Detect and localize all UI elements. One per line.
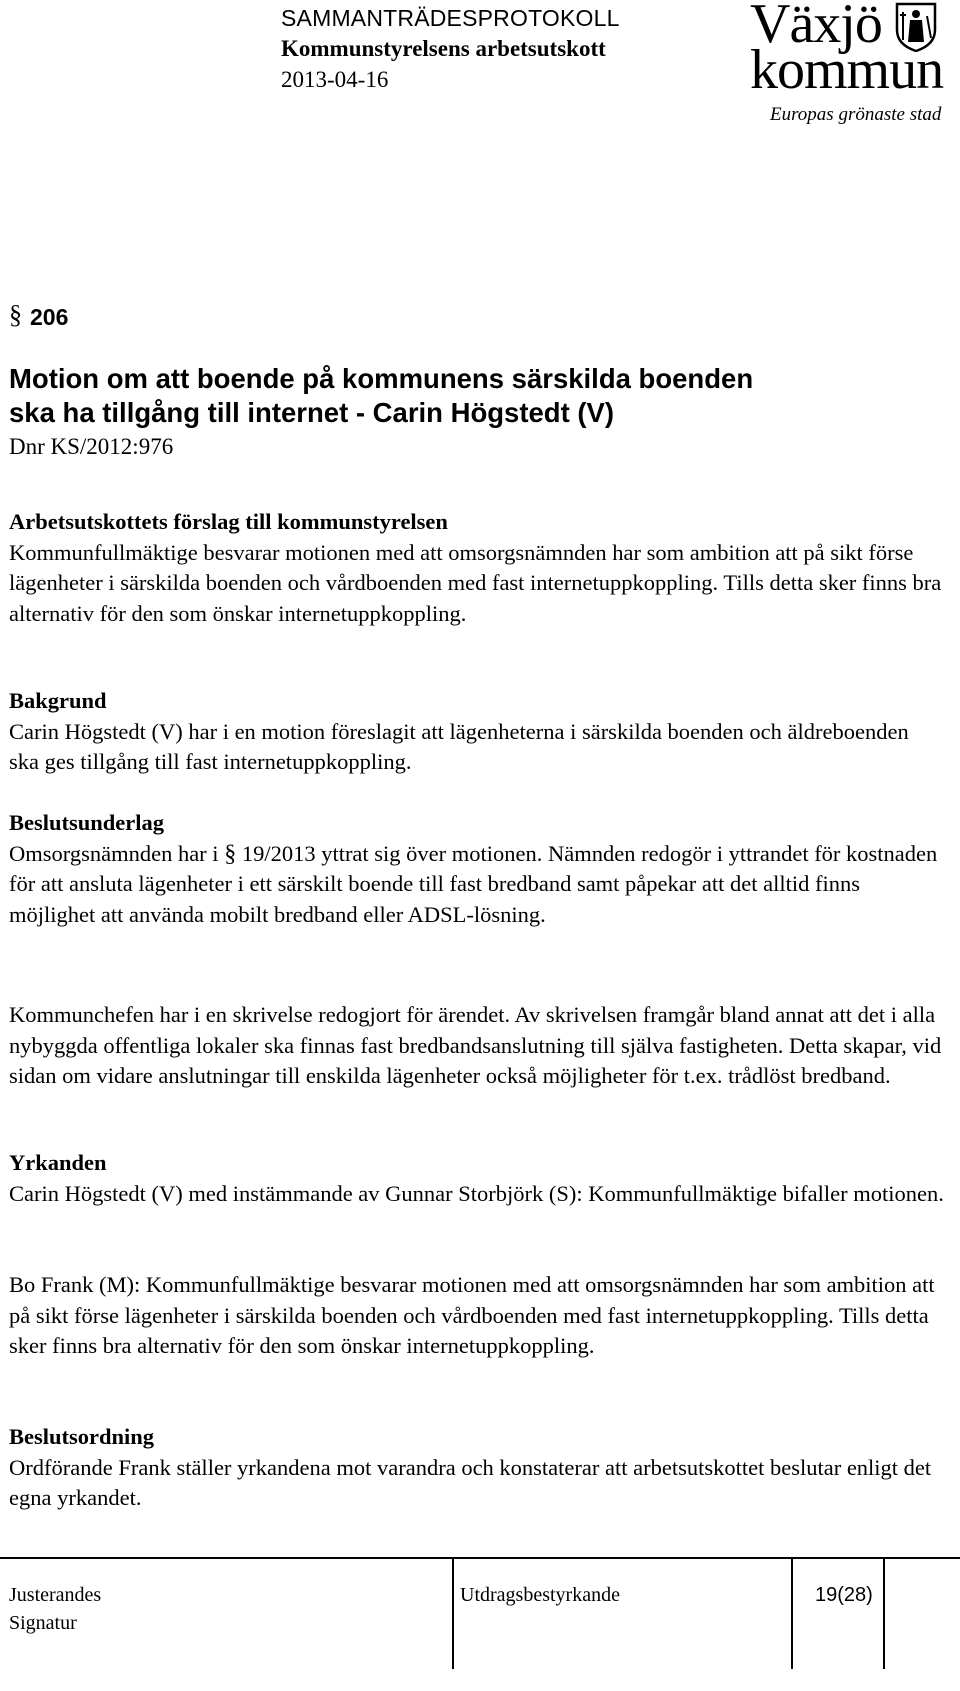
procedure-heading: Beslutsordning xyxy=(9,1424,155,1449)
proposal-heading: Arbetsutskottets förslag till kommunstyrelsen xyxy=(9,509,448,534)
document-header xyxy=(281,4,620,94)
committee-name: Kommunstyrelsens arbetsutskott xyxy=(281,36,606,61)
logo-tagline: Europas grönaste stad xyxy=(770,104,942,125)
motions-text-2: Bo Frank (M): Kommunfullmäktige besvarar motionen med att omsorgsnämnden har som ambition att på sikt förse lägenheter i särskilda boenden och vårdboenden med fast internetuppkoppling. Tills detta sker finns bra alternativ för den som önskar internetuppkoppling. xyxy=(9,1272,935,1358)
basis-paragraph-symbol: § xyxy=(224,840,237,867)
footer-divider-2 xyxy=(791,1557,793,1669)
footer-top-rule xyxy=(0,1557,960,1559)
basis-section-2 xyxy=(9,1000,944,1092)
motions-heading: Yrkanden xyxy=(9,1150,107,1175)
basis-text-end: 19/2013 yttrat sig över motionen. Nämnden redogör i yttrandet för kostnaden för att ansluta lägenheter i ett särskilt boende till fast bredband samt påpekar att det alltid finns möjlighet att använda mobilt bredband eller ADSL-lösning. xyxy=(9,840,938,927)
logo-word-vaxjo: Växjö xyxy=(750,0,882,55)
proposal-section xyxy=(9,507,944,629)
case-number: Dnr KS/2012:976 xyxy=(9,434,174,459)
matter-title xyxy=(9,362,949,430)
motions-text: Carin Högstedt (V) med instämmande av Gunnar Storbjörk (S): Kommunfullmäktige bifaller motionen. xyxy=(9,1180,944,1206)
background-heading: Bakgrund xyxy=(9,688,107,713)
signature-label: Signatur xyxy=(9,1612,77,1634)
signature-footer xyxy=(0,1557,960,1691)
adjusters-label: Justerandes xyxy=(9,1584,102,1606)
basis-text-2: Kommunchefen har i en skrivelse redogjort för ärendet. Av skrivelsen framgår bland annat att det i alla nybyggda offentliga lokaler ska finnas fast bredbandsanslutning till själva fastigheten. Detta skapar, vid sidan om vidare anslutningar till enskilda lägenheter också möjligheter för t.ex. trådlöst bredband. xyxy=(9,1002,942,1088)
background-text: Carin Högstedt (V) har i en motion föreslagit att lägenheterna i särskilda boenden och äldreboenden ska ges tillgång till fast internetuppkoppling. xyxy=(9,718,909,774)
extract-certification-label: Utdragsbestyrkande xyxy=(460,1584,620,1606)
logo-word-kommun: kommun xyxy=(750,39,944,101)
background-section xyxy=(9,686,944,778)
document-type: SAMMANTRÄDESPROTOKOLL xyxy=(281,5,620,31)
proposal-text: Kommunfullmäktige besvarar motionen med att omsorgsnämnden har som ambition att på sikt förse lägenheter i särskilda boenden och vårdboenden med fast internetuppkoppling. Tills detta sker finns bra alternativ för den som önskar internetuppkoppling. xyxy=(9,539,942,626)
basis-section xyxy=(9,808,944,930)
motions-section-2 xyxy=(9,1270,944,1362)
footer-divider-1 xyxy=(452,1557,454,1669)
page-number: 19(28) xyxy=(815,1584,873,1606)
procedure-section xyxy=(9,1422,944,1514)
basis-text-start: Omsorgsnämnden har i xyxy=(9,840,219,866)
basis-text xyxy=(9,839,944,931)
vaxjo-kommun-logo xyxy=(748,0,960,132)
matter-title-line-2: ska ha tillgång till internet - Carin Högstedt (V) xyxy=(9,397,615,428)
paragraph-number: 206 xyxy=(30,304,69,330)
motions-section xyxy=(9,1148,944,1209)
procedure-text: Ordförande Frank ställer yrkandena mot varandra och konstaterar att arbetsutskottet beslutar enligt det egna yrkandet. xyxy=(9,1454,932,1510)
footer-divider-3 xyxy=(883,1557,885,1669)
matter-title-line-1: Motion om att boende på kommunens särskilda boenden xyxy=(9,363,754,394)
meeting-date: 2013-04-16 xyxy=(281,67,389,92)
basis-heading: Beslutsunderlag xyxy=(9,810,165,835)
paragraph-symbol: § xyxy=(9,300,22,329)
